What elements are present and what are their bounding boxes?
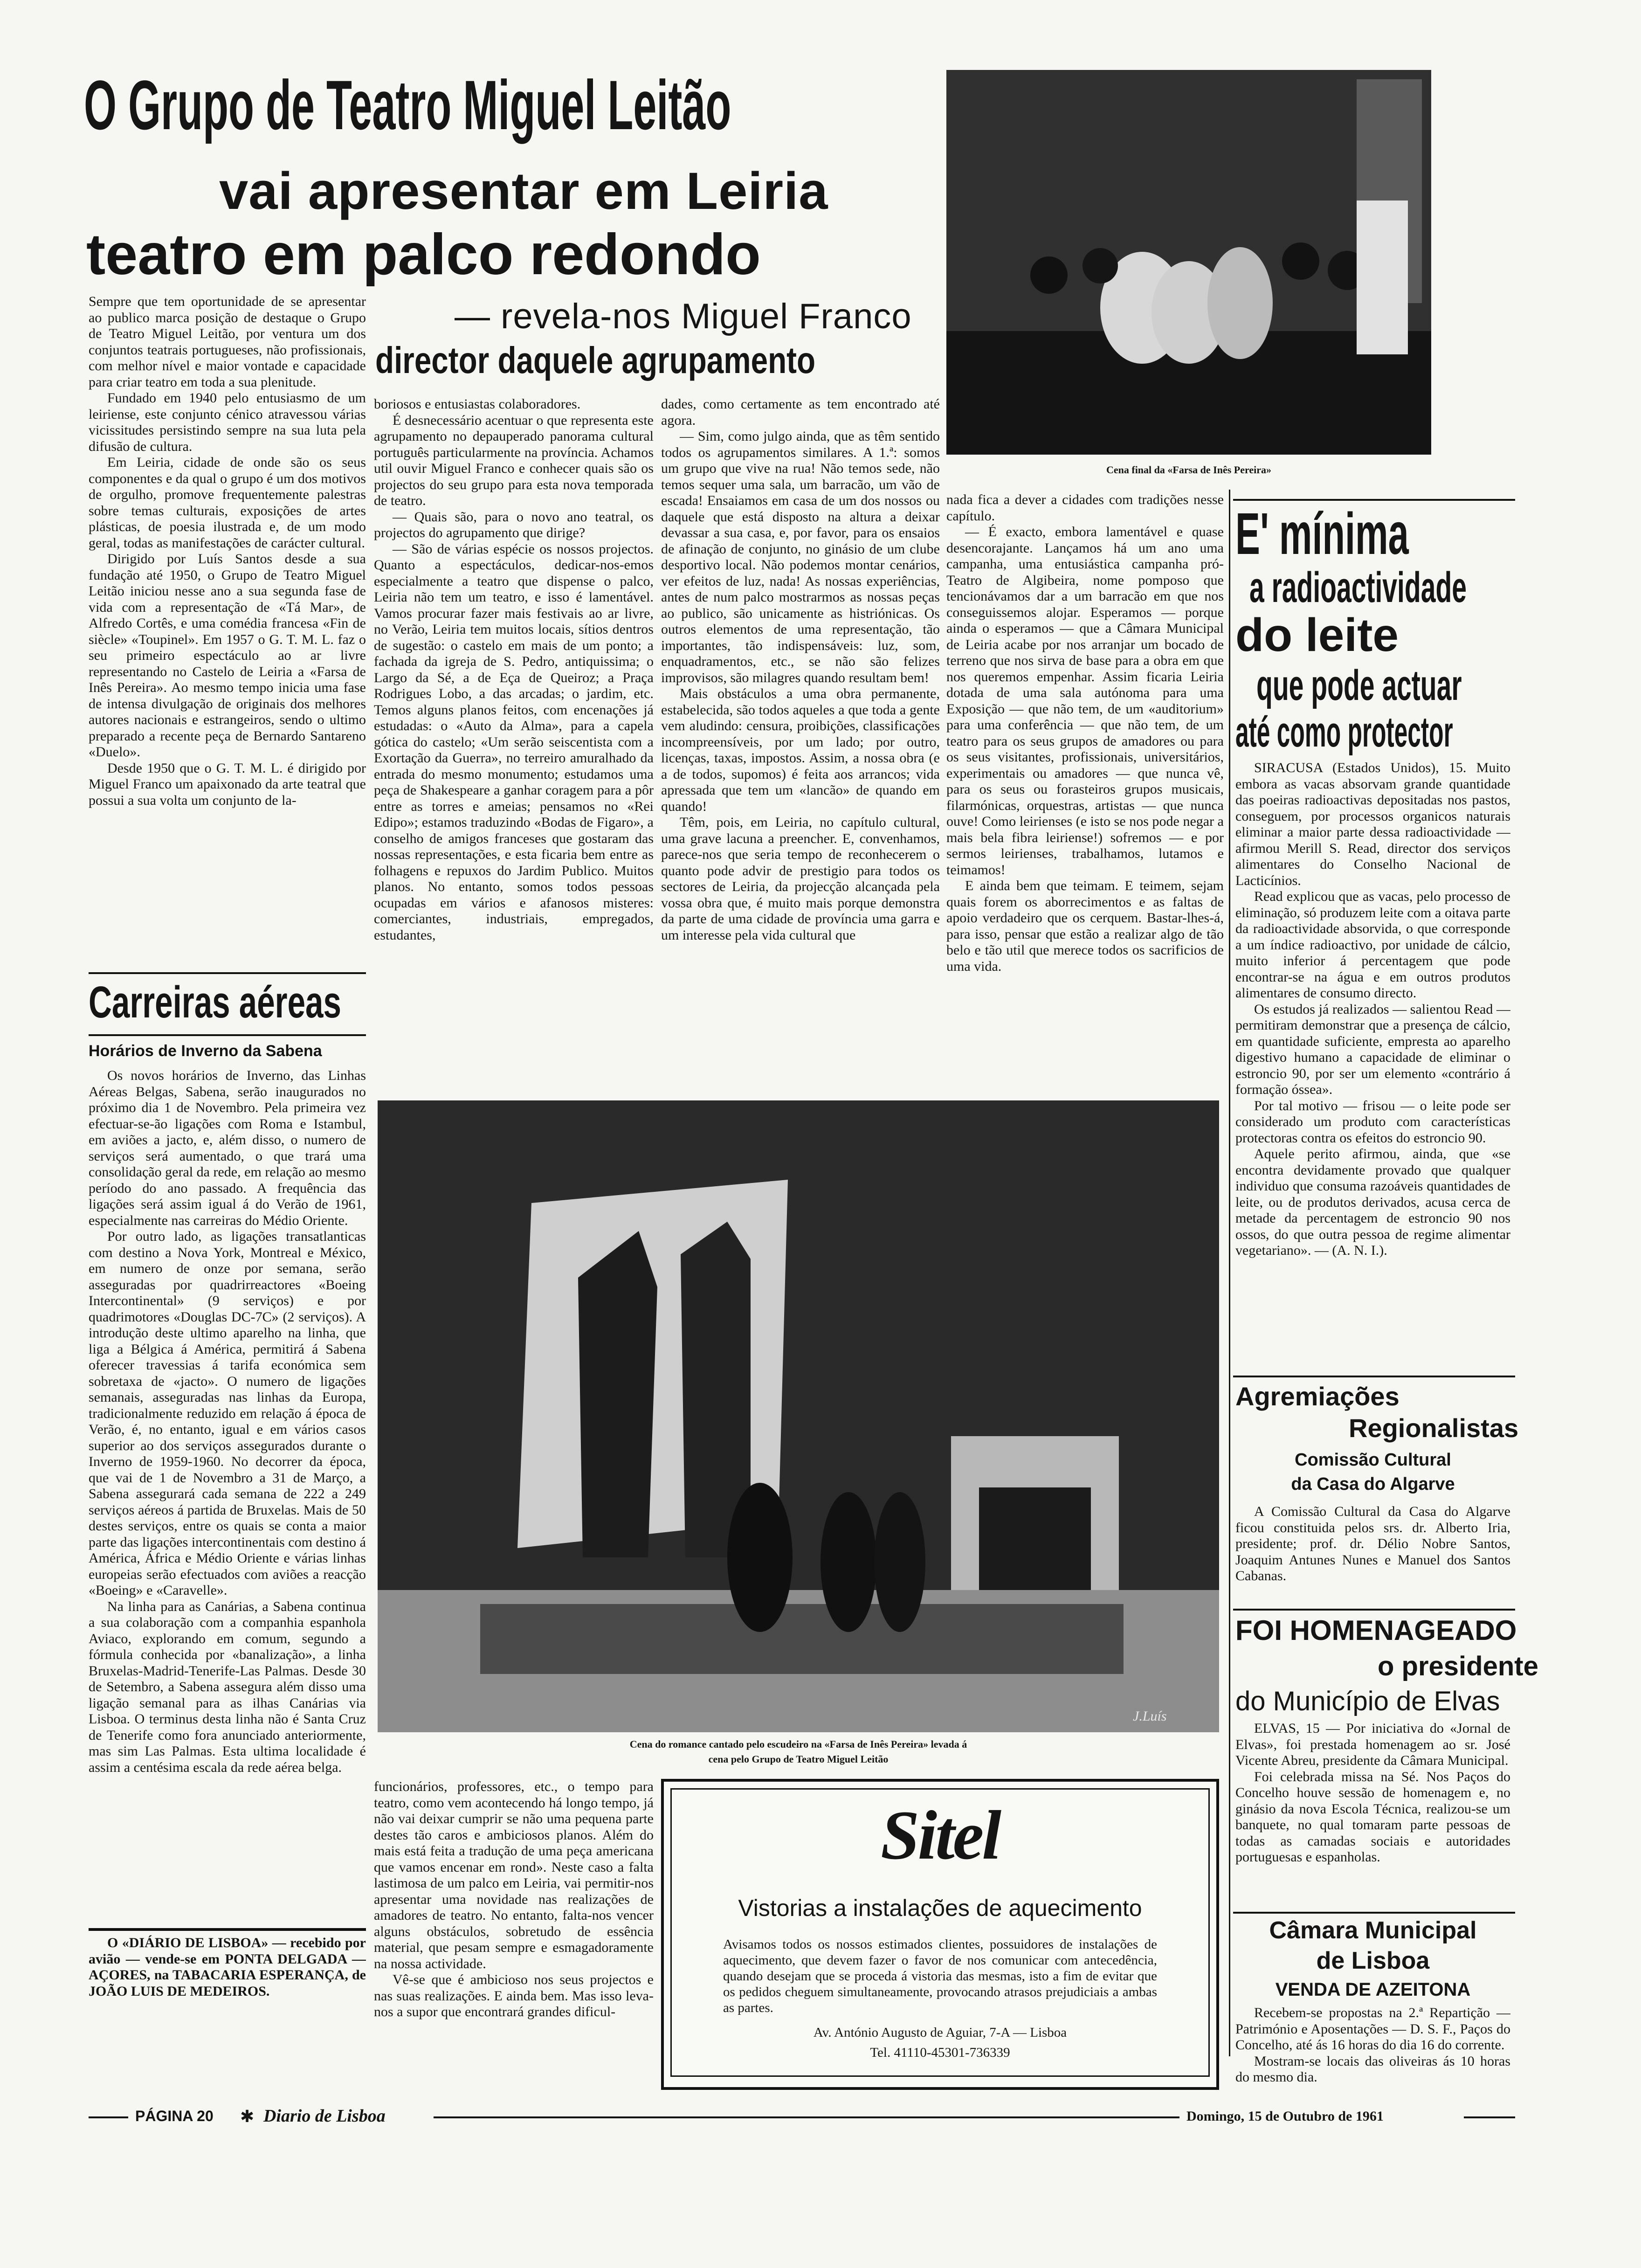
radio-body: SIRACUSA (Estados Unidos), 15. Muito embora as vacas absorvam grande quantidade das poeiras radioactivas depositadas nos pastos, conseguem, por processos organicos naturais eliminar a maior parte dessa radioactividade — afirmou Merill S. Read, director dos serviços alimentares do Conselho Nacional de Lacticínios. Read explicou que as vacas, pelo processo de eliminação, só produzem leite com a oitava parte da radioactividade absorvida, o que corresponde a um índice radioactivo, por unidade de cálcio, muito inferior á percentagem que pode encontrar-se na água e em outros produtos alimentares de consumo directo. Os estudos já realizados — salientou Read — permitiram demonstrar que a presença de cálcio, em quantidade suficiente, empresta ao aparelho digestivo humano a capacidade de eliminar o estroncio 90, por ser um elemento «contrário á formação óssea». Por tal motivo — frisou — o leite pode ser considerado um produto com características protectoras contra os efeitos do estroncio 90. Aquele perito afirmou, ainda, que «se encontra devidamente provado que qualquer individuo que consuma razoáveis quantidades de leite, ou de produtos derivados, acusa cerca de metade da percentagem de estroncio 90 nos ossos, do que outra pessoa de regime alimentar vegetariano». — (A. N. I.).	[1235, 760, 1510, 1258]
sitel-logo: Sitel	[880, 1797, 1000, 1874]
footer-rule-left	[89, 2116, 128, 2118]
headline-director: director daquele agrupamento	[375, 339, 816, 381]
photo-farsa-final-scene	[946, 70, 1431, 455]
article-column-4: nada fica a dever a cidades com tradições nesse capítulo. — É exacto, embora lamentável e quase desencorajante. Lançamos há um ano uma campanha, uma entusiástica campanha pró-Teatro de Algibeira, nome pomposo que tencionávamos dar a um barracão em que nos conseguissemos alojar. Esperamos — porque ainda o esperamos — que a Câmara Municipal de Leiria acabe por nos arranjar um bocado de terreno que nos sirva de base para a obra em que nos queremos empenhar. Assim ficaria Leiria dotada de uma sala autónoma para uma Exposição — que não tem, de um «auditorium» para uma conferência — que não tem, de um teatro para os seus grupos de amadores ou para os seus visitantes, profissionais, universitários, experimentais ou amadores — que nunca vê, para os seus ou forasteiros grupos musicais, filarmónicas, orquestras, artistas — que nunca ouve! Como leirienses (e isto se nos pode negar a mais bela fibra leiriense!) sofremos — e por sermos leirienses, trabalhamos, lutamos e teimamos! E ainda bem que teimam. E teimem, sejam quais forem os aborrecimentos e as faltas de apoio verdadeiro que os cerquem. Bastar-lhes-á, para isso, pensar que estão a realizar algo de tão belo e tão util que merece todos os sacrificios de uma vida.	[946, 492, 1224, 974]
sitel-phone: Tel. 41110-45301-736339	[870, 2045, 1010, 2060]
footer-page-number: PÁGINA 20	[135, 2108, 214, 2124]
notice-rule-top	[89, 1928, 366, 1931]
radio-title-3: do leite	[1235, 609, 1399, 661]
carreiras-subtitle: Horários de Inverno da Sabena	[89, 1042, 322, 1060]
camara-top-rule	[1233, 1912, 1515, 1914]
agremiacoes-title-2: Regionalistas	[1349, 1413, 1519, 1443]
sitel-address: Av. António Augusto de Aguiar, 7-A — Lisboa	[813, 2025, 1067, 2040]
diario-notice: O «DIÁRIO DE LISBOA» — recebido por avião — vende-se em PONTA DELGADA — AÇORES, na TABACARIA ESPERANÇA, de JOÃO LUIS DE MEDEIROS.	[89, 1935, 366, 1999]
homenagem-title-2: o presidente	[1378, 1651, 1538, 1681]
carreiras-title: Carreiras aéreas	[89, 977, 341, 1027]
photo-farsa-escudeiro-scene	[378, 1100, 1219, 1732]
agremiacoes-top-rule	[1233, 1376, 1515, 1377]
photo-farsa-escudeiro-illustration	[378, 1100, 1219, 1732]
footer-rule-right	[1464, 2116, 1515, 2118]
sitel-advertisement	[661, 1779, 1219, 2090]
carreiras-top-rule	[89, 972, 366, 974]
headline-reveal: — revela-nos Miguel Franco	[455, 297, 912, 336]
homenagem-title-1: FOI HOMENAGEADO	[1235, 1615, 1517, 1646]
photo-credit: J.Luís	[1133, 1708, 1167, 1724]
footer-paper-name: Diario de Lisboa	[263, 2106, 386, 2126]
footer-rule-middle	[434, 2116, 1179, 2118]
headline-main: O Grupo de Teatro Miguel Leitão	[84, 66, 731, 144]
sitel-headline: Vistorias a instalações de aquecimento	[738, 1895, 1142, 1921]
radio-title-2: a radioactividade	[1249, 564, 1467, 611]
photo2-caption-line1: Cena do romance cantado pelo escudeiro na «Farsa de Inês Pereira» levada á	[629, 1738, 967, 1750]
photo1-caption: Cena final da «Farsa de Inês Pereira»	[1106, 464, 1271, 476]
agremiacoes-sub-1: Comissão Cultural	[1295, 1450, 1451, 1470]
headline-subtitle-1: vai apresentar em Leiria	[219, 162, 828, 220]
carreiras-under-rule	[89, 1034, 366, 1036]
carreiras-body: Os novos horários de Inverno, das Linhas Aéreas Belgas, Sabena, serão inaugurados no próximo dia 1 de Novembro. Pela primeira vez efectuar-se-ão ligações com Roma e Istambul, em aviões a jacto, e, além disso, o numero de serviços será aumentado, o que trará uma consolidação geral da rede, em relação ao mesmo período do ano passado. A frequência das ligações será assim igual á do Verão de 1961, especialmente nas carreiras do Médio Oriente. Por outro lado, as ligações transatlanticas com destino a Nova York, Montreal e México, em numero de onze por semana, serão asseguradas por quadrirreactores «Boeing Intercontinental» (9 serviços) e por quadrimotores «Douglas DC-7C» (2 serviços). A introdução deste ultimo aparelho na linha, que liga a Bélgica á América, permitirá á Sabena oferecer travessias á tarifa económica sem sobretaxa de «jacto». O numero de ligações semanais, asseguradas nas linhas da Europa, tradicionalmente reduzido em relação á época de Verão, é, no entanto, igual e em vários casos superior ao dos serviços assegurados durante o Inverno de 1959-1960. No decorrer da época, que vai de 1 de Novembro a 31 de Março, a Sabena assegurará cada semana de 222 a 249 serviços aéreos á partida de Bruxelas. Mais de 50 destes serviços, entre os quais se conta a maior parte das ligações intercontinentais com destino á América, África e Médio Oriente e várias linhas europeias serão efectuados com aviões a reacção «Boeing» e «Caravelle». Na linha para as Canárias, a Sabena continua a sua colaboração com a companhia espanhola Aviaco, explorando em comum, segundo a fórmula conhecida por «banalização», a linha Bruxelas-Madrid-Tenerife-Las Palmas. Desde 30 de Setembro, a Sabena assegura além disso uma ligação semanal para as ilhas Canárias via Lisboa. O terminus desta linha não é Santa Cruz de Tenerife como fora anunciado anteriormente, mas sim Las Palmas. Esta ultima localidade é assim a centésima escala da rede aérea belga.	[89, 1068, 366, 1775]
article-column-1: Sempre que tem oportunidade de se apresentar ao publico marca posição de destaque o Grupo de Teatro Miguel Leitão, por ventura um dos conjuntos teatrais portugueses, não profissionais, com melhor nível e maior vontade e capacidade para criar teatro em toda a sua plenitude. Fundado em 1940 pelo entusiasmo de um leiriense, este conjunto cénico atravessou várias vicissitudes persistindo sempre na sua luta pela difusão de cultura. Em Leiria, cidade de onde são os seus componentes e da qual o grupo é um dos motivos de orgulho, promove frequentemente palestras sobre temas culturais, exposições de artes plásticas, de poesia ilustrada e, de um modo geral, todas as manifestações de carácter cultural. Dirigido por Luís Santos desde a sua fundação até 1950, o Grupo de Teatro Miguel Leitão iniciou nesse ano a sua segunda fase de vida com a representação de «Tá Mar», de Alfredo Cortês, e uma comédia francesa «Fin de siècle» «Toupinel». Em 1957 o G. T. M. L. faz o seu primeiro espectáculo ao ar livre representando no Castelo de Leiria a «Farsa de Inês Pereira». Ao mesmo tempo inicia uma fase de intensa divulgação de originais dos melhores autores nacionais e estrangeiros, sendo o ultimo preparado a recente peça de Bernardo Santareno «Duelo». Desde 1950 que o G. T. M. L. é dirigido por Miguel Franco um apaixonado da arte teatral que possui a sua volta um conjunto de la-	[89, 294, 366, 808]
agremiacoes-sub-2: da Casa do Algarve	[1291, 1474, 1455, 1494]
homenagem-body: ELVAS, 15 — Por iniciativa do «Jornal de Elvas», foi prestada homenagem ao sr. José Vicente Abreu, presidente da Câmara Municipal. Foi celebrada missa na Sé. Nos Paços do Concelho houve sessão de homenagem e, no ginásio da nova Escola Técnica, realizou-se um banquete, no qual tomaram parte pessoas de todas as camadas sociais e autoridades portuguesas e espanholas.	[1235, 1721, 1510, 1865]
camara-title-2: de Lisboa	[1316, 1947, 1430, 1974]
homenagem-top-rule	[1233, 1609, 1515, 1611]
article-column-2: boriosos e entusiastas colaboradores. É desnecessário acentuar o que representa este agrupamento no depauperado panorama cultural português particularmente na província. Achamos util ouvir Miguel Franco e conhecer quais são os projectos do seu grupo para esta nova temporada de teatro. — Quais são, para o novo ano teatral, os projectos do agrupamento que dirige? — São de várias espécie os nossos projectos. Quanto a espectáculos, dedicar-nos-emos especialmente a teatro que dispense o palco, Leiria não tem um teatro, e isso é lamentável. Vamos procurar fazer mais festivais ao ar livre, no Verão, Leiria tem muitos locais, sítios dentros de sugestão: o castelo em mais de um ponto; a fachada da igreja de S. Pedro, antiquissima; o Largo da Sé, a de Eça de Queiroz; a Praça Rodrigues Lobo, a das arcadas; o jardim, etc. Temos alguns planos feitos, com encenações já estudadas: o «Auto da Alma», para a capela gótica do castelo; «Um serão seiscentista com a Exortação da Guerra», no terreiro amuralhado da entrada do mesmo monumento; estudamos uma peça de Shakespeare a ganhar coragem para a pôr entre as torres e ameias; pensamos no «Rei Edipo»; estamos traduzindo «Bodas de Figaro», a conselho de amigos franceses que gostaram das nossas representações, e esta ficaria bem entre as folhagens e repuxos do Jardim Publico. Muitos planos. No entanto, somos todos pessoas ocupadas em vários e afanosos misteres: comerciantes, industriais, empregados, estudantes,	[374, 396, 654, 943]
photo-farsa-final-scene-illustration	[946, 70, 1431, 455]
photo2-caption-line2: cena pelo Grupo de Teatro Miguel Leitão	[708, 1753, 889, 1765]
column-rule	[1229, 490, 1230, 2056]
footer-star-icon: ✱	[240, 2107, 255, 2126]
camara-body: Recebem-se propostas na 2.ª Repartição — Património e Aposentações — D. S. F., Paços do Concelho, até ás 16 horas do dia 16 do corrente. Mostram-se locais das oliveiras ás 10 horas do mesmo dia.	[1235, 2005, 1510, 2085]
agremiacoes-body: A Comissão Cultural da Casa do Algarve ficou constituida pelos srs. dr. Alberto Iria, presidente; prof. dr. Délio Nobre Santos, Joaquim Antunes Nunes e Manuel dos Santos Cabanas.	[1235, 1504, 1510, 1583]
camara-title-1: Câmara Municipal	[1269, 1917, 1477, 1944]
footer-date: Domingo, 15 de Outubro de 1961	[1186, 2109, 1384, 2124]
article-column-continuation: funcionários, professores, etc., o tempo para teatro, como vem acontecendo há longo tempo, já não vai deixar cumprir se não uma pequena parte destes tão caros e ambiciosos planos. Além do mais está feita a tradução de uma peça americana que vamos encenar em rond». Neste caso a falta lastimosa de um palco em Leiria, vai permitir-nos apresentar uma novidade nas realizações de amadores de teatro. No entanto, falta-nos vencer alguns obstáculos, sobretudo de essência material, que pesam sempre e esmagadoramente na nossa actividade. Vê-se que é ambicioso nos seus projectos e nas suas realizações. E ainda bem. Mas isso leva-nos a supor que encontrará grandes dificul-	[374, 1779, 654, 2019]
camara-sub: VENDA DE AZEITONA	[1275, 1979, 1471, 2000]
sitel-body: Avisamos todos os nossos estimados clientes, possuidores de instalações de aquecimento, que devem fazer o favor de nos comunicar com antecedência, quando desejam que se proceda á vistoria das mesmas, isto a fim de evitar que os pedidos cheguem simultaneamente, provocando atrasos prejudiciais a ambas as partes.	[723, 1937, 1157, 2015]
radio-title-5: até como protector	[1235, 708, 1453, 756]
radio-title-1: E' mínima	[1235, 501, 1409, 567]
article-column-3: dades, como certamente as tem encontrado até agora. — Sim, como julgo ainda, que as têm sentido todos os agrupamentos similares. A 1.ª: somos um grupo que vive na rua! Não temos sede, não temos sequer uma sala, um barracão, um vão de escada! Ensaiamos em casa de um dos nossos ou daquele que está disposto na altura a deixar devassar a sua casa, e, por favor, para os ensaios de afinação de conjunto, no ginásio de um clube desportivo local. Não podemos montar cenários, ver efeitos de luz, nada! As nossas experiências, antes de num palco mostrarmos as nossas peças ao publico, são unicamente as histriónicas. Os outros elementos de uma representação, tão importantes, tão indispensáveis: luz, som, enquadramentos, etc., se não são felizes improvisos, são milagres quando resultam bem! Mais obstáculos a uma obra permanente, estabelecida, são todos aqueles a que toda a gente vem aludindo: censura, proibições, classificações incompreensíveis, por um lado; por outro, licenças, taxas, impostos. Assim, a nossa obra (e a de todos, supomos) é feita aos arrancos; vida apressada que tem um «lancão» de quando em quando! Têm, pois, em Leiria, no capítulo cultural, uma grave lacuna a preencher. E, convenhamos, parece-nos que seria tempo de reconhecerem o quanto pode advir de prestigio para todos os sectores de Leiria, da projecção alcançada pela vossa obra que, é muito mais porque demonstra da parte de uma cidade de província uma garra e um interesse pela vida cultural que	[661, 396, 940, 943]
homenagem-title-3: do Município de Elvas	[1235, 1686, 1500, 1716]
agremiacoes-title-1: Agremiações	[1235, 1382, 1400, 1411]
headline-subtitle-2: teatro em palco redondo	[86, 222, 761, 287]
radio-title-4: que pode actuar	[1256, 662, 1462, 709]
